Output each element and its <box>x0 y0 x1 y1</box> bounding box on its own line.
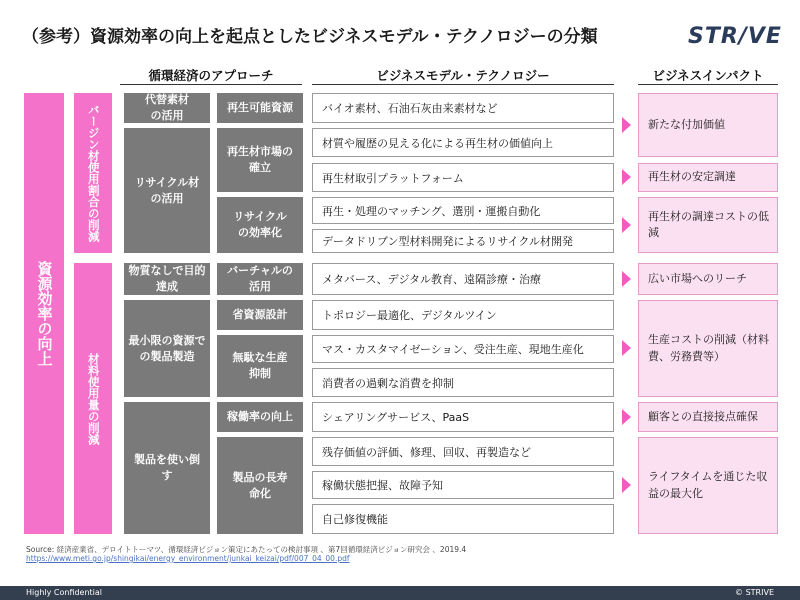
subapproach-label: 稼働率の向上 <box>227 410 293 424</box>
technology-item: 残存価値の評価、修理、回収、再製造など <box>312 437 614 466</box>
arrow-right-icon <box>622 340 631 356</box>
approach-label: リサイクル材の活用 <box>134 175 200 205</box>
source-link[interactable]: https://www.meti.go.jp/shingikai/energy_environment/junkai_keizai/pdf/007_04_00.pdf <box>26 554 350 563</box>
group-label-virgin-text: バージン材使用割合の削減 <box>86 104 101 242</box>
column-header-underline <box>120 84 302 85</box>
approach-box <box>124 93 210 123</box>
technology-item: 稼働状態把握、故障予知 <box>312 471 614 499</box>
approach-label: 最小限の資源での製品製造 <box>128 333 206 363</box>
subapproach-label: 無駄な生産抑制 <box>232 351 288 380</box>
impact-item: 再生材の調達コストの低減 <box>638 197 778 253</box>
subapproach-label: 再生可能資源 <box>227 101 293 115</box>
arrow-right-icon <box>622 117 631 133</box>
impact-item: 広い市場へのリーチ <box>638 263 778 295</box>
subapproach-box <box>217 437 303 534</box>
approach-label: 製品を使い倒す <box>134 453 200 482</box>
subapproach-box <box>217 263 303 295</box>
technology-item: データドリブン型材料開発によるリサイクル材開発 <box>312 229 614 253</box>
subapproach-label: 製品の長寿命化 <box>232 470 288 500</box>
arrow-right-icon <box>622 169 631 185</box>
approach-box <box>124 402 210 534</box>
subapproach-box <box>217 402 303 432</box>
arrow-right-icon <box>622 217 631 233</box>
technology-item: トポロジー最適化、デジタルツイン <box>312 300 614 330</box>
approach-box <box>124 128 210 253</box>
impact-item: ライフタイムを通じた収益の最大化 <box>638 437 778 534</box>
arrow-right-icon <box>622 477 631 493</box>
impact-item: 生産コストの削減（材料費、労務費等） <box>638 300 778 397</box>
page-title: （参考）資源効率の向上を起点としたビジネスモデル・テクノロジーの分類 <box>22 27 598 47</box>
column-header-underline <box>312 84 614 85</box>
impact-item: 再生材の安定調達 <box>638 163 778 192</box>
technology-item: 再生材取引プラットフォーム <box>312 163 614 192</box>
column-header-underline <box>638 84 778 85</box>
subapproach-label: リサイクルの効率化 <box>233 210 287 239</box>
subapproach-label: バーチャルの活用 <box>227 264 293 293</box>
source-note: Source: 経済産業省、デロイトトーマツ、循環経済ビジョン策定にあたっての検討事項 、第7回循環経済ビジョン研究会 、2019.4 <box>26 545 467 554</box>
technology-item: シェアリングサービス、PaaS <box>312 402 614 432</box>
group-label-virgin <box>74 93 112 253</box>
footer-copyright: © STRIVE <box>735 588 774 597</box>
technology-item: マス・カスタマイゼーション、受注生産、現地生産化 <box>312 335 614 363</box>
group-label-material <box>74 263 112 534</box>
subapproach-box <box>217 335 303 397</box>
column-header-tech: ビジネスモデル・テクノロジー <box>376 68 550 83</box>
footer-confidential: Highly Confidential <box>26 588 103 597</box>
impact-item: 顧客との直接接点確保 <box>638 402 778 432</box>
technology-item: バイオ素材、石油石灰由来素材など <box>312 93 614 123</box>
main-category-label <box>24 93 64 534</box>
approach-label: 代替素材の活用 <box>145 93 189 122</box>
subapproach-box <box>217 128 303 192</box>
main-category-text: 資源効率の向上 <box>35 261 54 366</box>
approach-box <box>124 263 210 295</box>
technology-item: 自己修復機能 <box>312 504 614 534</box>
subapproach-label: 再生材市場の確立 <box>227 145 293 174</box>
technology-item: 材質や履歴の見える化による再生材の価値向上 <box>312 128 614 157</box>
approach-box <box>124 300 210 397</box>
footer-bar <box>0 586 800 600</box>
impact-item: 新たな付加価値 <box>638 93 778 157</box>
subapproach-box <box>217 93 303 123</box>
technology-item: メタバース、デジタル教育、遠隔診療・治療 <box>312 263 614 295</box>
subapproach-box <box>217 197 303 253</box>
technology-item: 消費者の過剰な消費を抑制 <box>312 368 614 397</box>
column-header-approach: 循環経済のアプローチ <box>148 68 274 83</box>
arrow-right-icon <box>622 409 631 425</box>
approach-label: 物質なしで目的達成 <box>128 264 206 293</box>
arrow-right-icon <box>622 271 631 287</box>
subapproach-box <box>217 300 303 330</box>
group-label-material-text: 材料使用量の削減 <box>86 352 101 445</box>
column-header-impact: ビジネスインパクト <box>652 68 764 83</box>
subapproach-label: 省資源設計 <box>232 308 288 322</box>
strive-logo: STR/VE <box>688 24 782 49</box>
technology-item: 再生・処理のマッチング、選別・運搬自動化 <box>312 197 614 224</box>
